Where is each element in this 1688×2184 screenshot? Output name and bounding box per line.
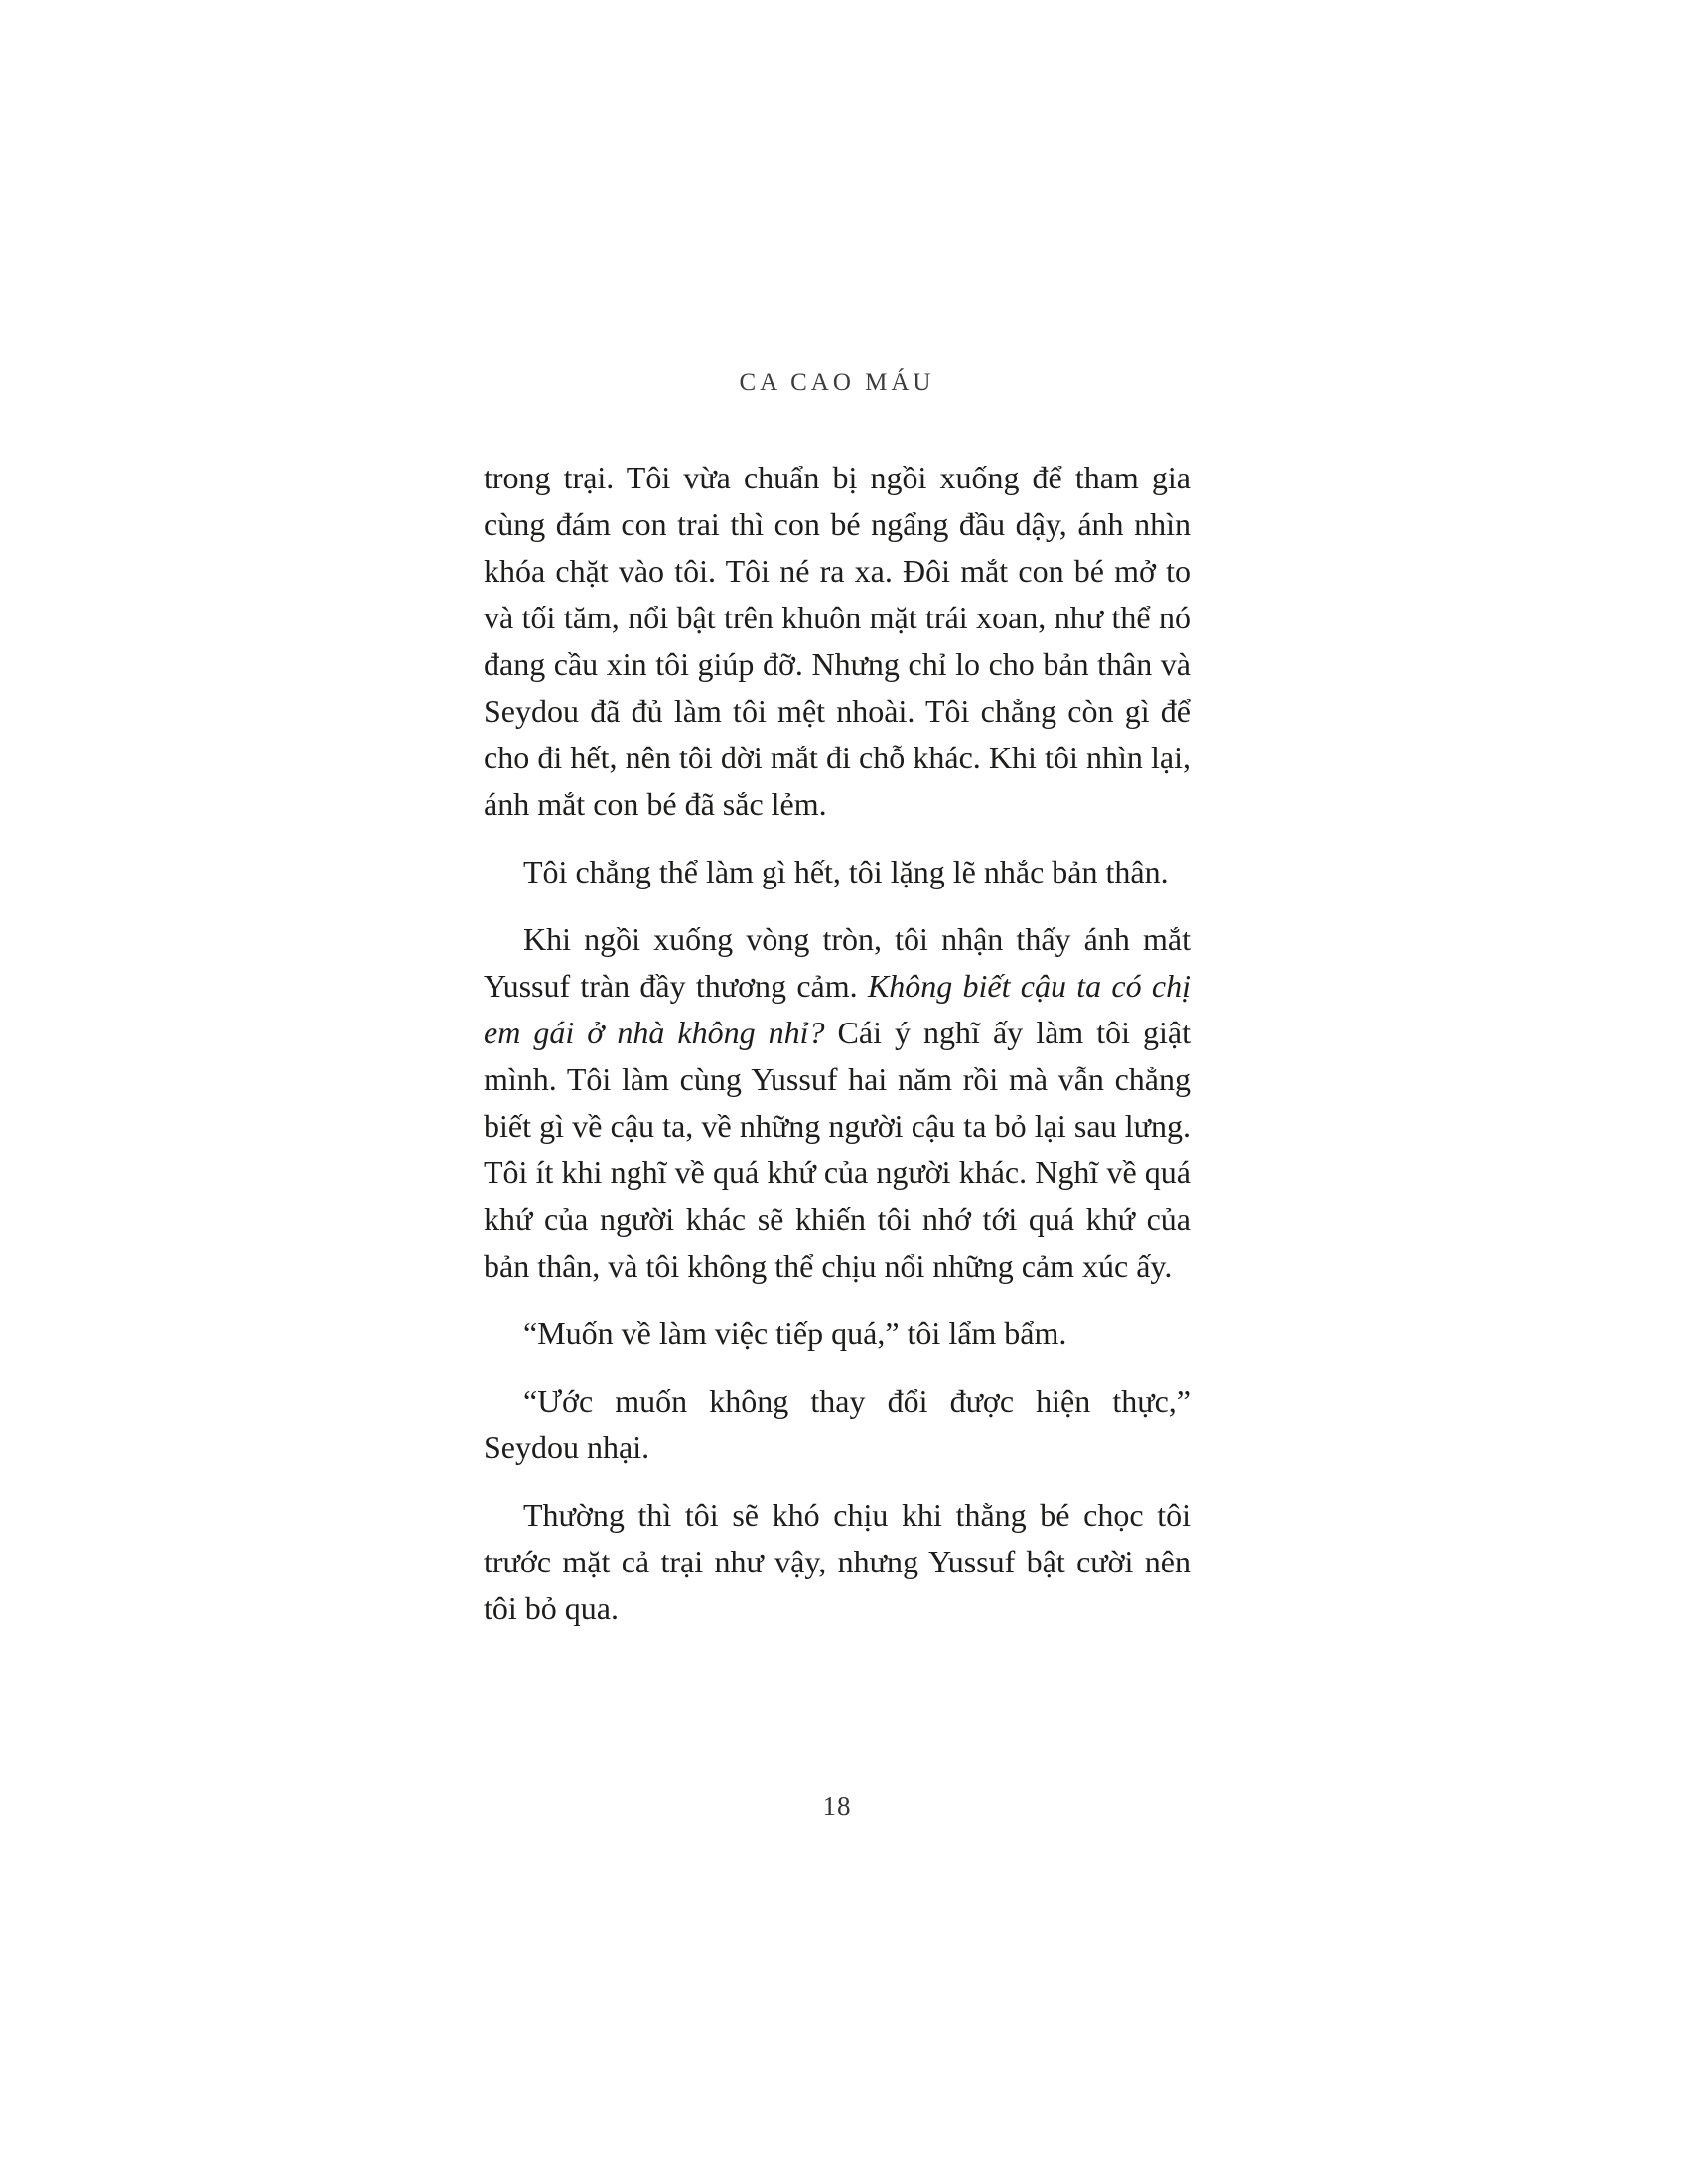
text-run: “Ước muốn không thay đổi được hiện thực,” Seydou nhại. (484, 1383, 1191, 1465)
paragraph (484, 1310, 1191, 1357)
paragraph (484, 455, 1191, 828)
paragraph (484, 849, 1191, 895)
text-run: “Muốn về làm việc tiếp quá,” tôi lẩm bẩm. (523, 1315, 1067, 1351)
text-run: Thường thì tôi sẽ khó chịu khi thằng bé chọc tôi trước mặt cả trại như vậy, nhưng Yussuf bật cười nên tôi bỏ qua. (484, 1497, 1191, 1626)
text-run: Tôi chẳng thể làm gì hết, tôi lặng lẽ nhắc bản thân. (523, 854, 1169, 889)
text-run: Cái ý nghĩ ấy làm tôi giật mình. Tôi làm cùng Yussuf hai năm rồi mà vẫn chẳng biết gì về cậu ta, về những người cậu ta bỏ lại sau lưng. Tôi ít khi nghĩ về quá khứ của người khác. Nghĩ về quá khứ của người khác sẽ khiến tôi nhớ tới quá khứ của bản thân, và tôi không thể chịu nổi những cảm xúc ấy. (484, 1015, 1192, 1284)
paragraph (484, 1492, 1191, 1632)
italic-text-run: Không biết cậu ta có chị em gái ở nhà không nhỉ? (484, 968, 1192, 1050)
paragraph (484, 1378, 1191, 1471)
running-header: CA CAO MÁU (739, 369, 935, 396)
paragraph (484, 916, 1191, 1290)
page-number: 18 (822, 1791, 852, 1821)
text-run: Khi ngồi xuống vòng tròn, tôi nhận thấy ánh mắt Yussuf tràn đầy thương cảm. (484, 921, 1191, 1004)
body-text (484, 455, 1191, 1653)
text-run: trong trại. Tôi vừa chuẩn bị ngồi xuống để tham gia cùng đám con trai thì con bé ngẩng đầu dậy, ánh nhìn khóa chặt vào tôi. Tôi né ra xa. Đôi mắt con bé mở to và tối tăm, nổi bật trên khuôn mặt trái xoan, như thể nó đang cầu xin tôi giúp đỡ. Nhưng chỉ lo cho bản thân và Seydou đã đủ làm tôi mệt nhoài. Tôi chẳng còn gì để cho đi hết, nên tôi dời mắt đi chỗ khác. Khi tôi nhìn lại, ánh mắt con bé đã sắc lẻm. (484, 460, 1191, 822)
